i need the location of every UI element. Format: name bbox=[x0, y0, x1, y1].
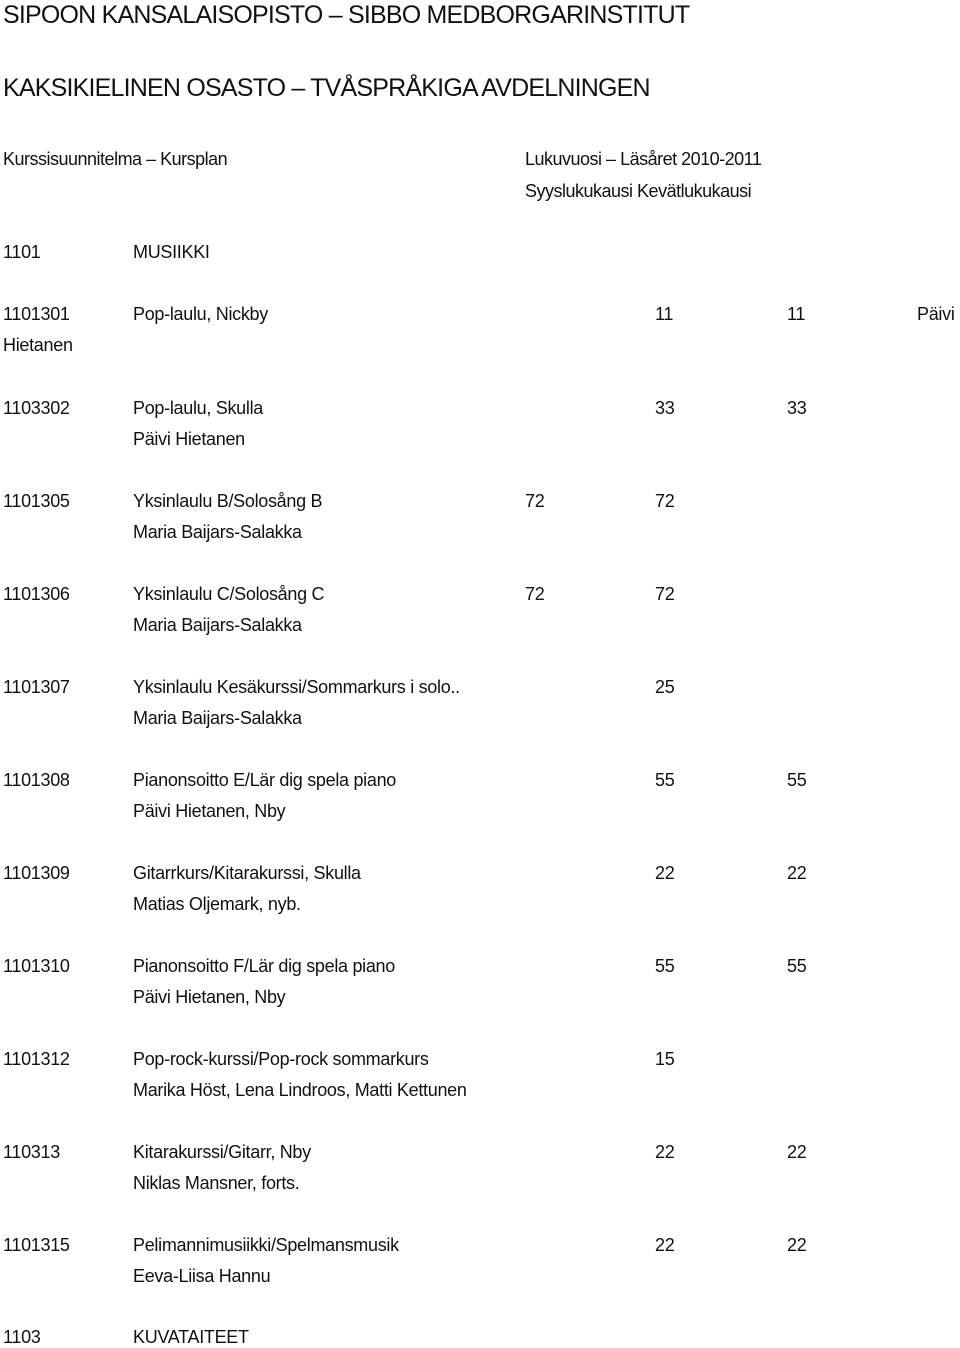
spring-hours: 22 bbox=[787, 1235, 807, 1255]
course-teacher: Päivi bbox=[917, 304, 955, 324]
course-teacher: Päivi Hietanen, Nby bbox=[133, 987, 286, 1007]
course-title: Yksinlaulu B/Solosång B bbox=[133, 491, 323, 511]
course-code: 1101307 bbox=[3, 677, 70, 697]
course-title: Pop-laulu, Skulla bbox=[133, 398, 263, 418]
course-code: 1101309 bbox=[3, 863, 70, 883]
course-code: 1101306 bbox=[3, 584, 70, 604]
autumn-hours: 72 bbox=[525, 584, 545, 604]
autumn-hours: 55 bbox=[655, 770, 675, 790]
section-code: 1101 bbox=[3, 242, 41, 262]
autumn-hours: 15 bbox=[655, 1049, 675, 1069]
spring-hours: 22 bbox=[787, 863, 807, 883]
course-teacher: Päivi Hietanen bbox=[133, 429, 245, 449]
course-teacher: Päivi Hietanen, Nby bbox=[133, 801, 286, 821]
course-teacher: Maria Baijars-Salakka bbox=[133, 708, 302, 728]
spring-hours: 11 bbox=[787, 304, 806, 324]
course-code: 1101312 bbox=[3, 1049, 70, 1069]
course-title: Kitarakurssi/Gitarr, Nby bbox=[133, 1142, 311, 1162]
course-teacher: Maria Baijars-Salakka bbox=[133, 522, 302, 542]
autumn-hours: 33 bbox=[655, 398, 675, 418]
course-title: Yksinlaulu C/Solosång C bbox=[133, 584, 325, 604]
course-title: Pelimannimusiikki/Spelmansmusik bbox=[133, 1235, 399, 1255]
section-name: KUVATAITEET bbox=[133, 1327, 249, 1347]
spring-hours: 33 bbox=[787, 398, 807, 418]
course-teacher: Niklas Mansner, forts. bbox=[133, 1173, 300, 1193]
autumn-hours: 22 bbox=[655, 1235, 675, 1255]
course-code: 1101315 bbox=[3, 1235, 70, 1255]
autumn-hours: 72 bbox=[525, 491, 545, 511]
document-title: SIPOON KANSALAISOPISTO – SIBBO MEDBORGARINSTITUT bbox=[3, 1, 690, 29]
section-name: MUSIIKKI bbox=[133, 242, 210, 262]
course-title: Pop-rock-kurssi/Pop-rock sommarkurs bbox=[133, 1049, 429, 1069]
course-code: 1101305 bbox=[3, 491, 70, 511]
spring-hours: 72 bbox=[655, 584, 675, 604]
course-teacher: Maria Baijars-Salakka bbox=[133, 615, 302, 635]
course-title: Pianonsoitto F/Lär dig spela piano bbox=[133, 956, 395, 976]
course-code: 1101308 bbox=[3, 770, 70, 790]
course-title: Yksinlaulu Kesäkurssi/Sommarkurs i solo.. bbox=[133, 677, 460, 697]
spring-hours: 55 bbox=[787, 770, 807, 790]
autumn-hours: 22 bbox=[655, 863, 675, 883]
spring-hours: 22 bbox=[787, 1142, 807, 1162]
course-title: Pop-laulu, Nickby bbox=[133, 304, 268, 324]
autumn-hours: 11 bbox=[655, 304, 674, 324]
year-label: Lukuvuosi – Läsåret 2010-2011 bbox=[525, 149, 762, 169]
autumn-hours: 22 bbox=[655, 1142, 675, 1162]
course-title: Pianonsoitto E/Lär dig spela piano bbox=[133, 770, 396, 790]
spring-hours: 55 bbox=[787, 956, 807, 976]
course-code: 1101310 bbox=[3, 956, 70, 976]
course-teacher-continued: Hietanen bbox=[3, 335, 73, 355]
section-code: 1103 bbox=[3, 1327, 41, 1347]
plan-label: Kurssisuunnitelma – Kursplan bbox=[3, 149, 228, 169]
course-teacher: Marika Höst, Lena Lindroos, Matti Kettunen bbox=[133, 1080, 467, 1100]
course-code: 1101301 bbox=[3, 304, 70, 324]
course-title: Gitarrkurs/Kitarakurssi, Skulla bbox=[133, 863, 361, 883]
spring-hours: 72 bbox=[655, 491, 675, 511]
autumn-hours: 55 bbox=[655, 956, 675, 976]
course-code: 1103302 bbox=[3, 398, 70, 418]
autumn-hours: 25 bbox=[655, 677, 675, 697]
course-teacher: Matias Oljemark, nyb. bbox=[133, 894, 301, 914]
department-title: KAKSIKIELINEN OSASTO – TVÅSPRÅKIGA AVDELNINGEN bbox=[3, 74, 650, 102]
term-label: Syyslukukausi Kevätlukukausi bbox=[525, 181, 752, 201]
course-code: 110313 bbox=[3, 1142, 60, 1162]
course-teacher: Eeva-Liisa Hannu bbox=[133, 1266, 271, 1286]
